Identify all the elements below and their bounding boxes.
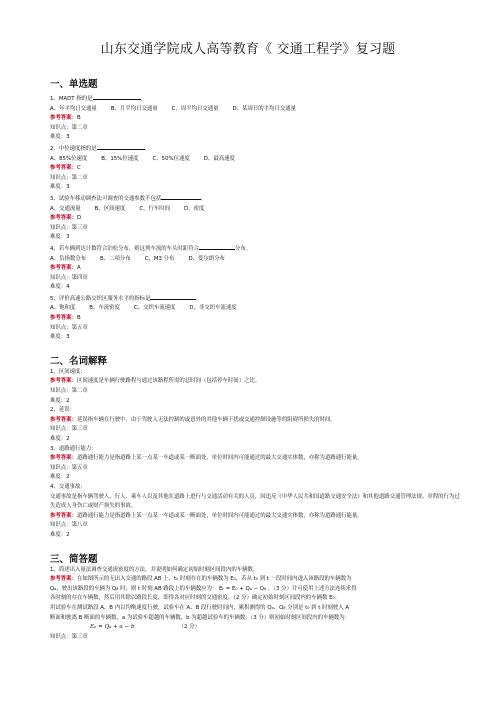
question-5-knowledge: 知识点：第五章 xyxy=(50,324,88,331)
section-heading-terms: 二、名词解释 xyxy=(50,355,108,367)
blank-line xyxy=(97,143,145,150)
question-4-options: A、负指数分布 B、二项分布 C、M3 分布 D、爱尔朗分布 xyxy=(50,255,225,262)
question-4-difficulty: 难度：4 xyxy=(50,284,70,291)
short-answer-1-line-4: 用试验车在测试路段 A、B 内以均衡速度行驶，试验车在 A、B 段行驶时间内，累积测得的 Qₐ、Qᵦ 分别是 t₀ 到 t 时刻驶入 A xyxy=(50,604,350,611)
term-3-answer: 参考答案：道路通行能力是指道路上某一点某一车道或某一断面处，单位时间内可能通过的最大交通实体数，亦称为道路通行能量。 xyxy=(50,455,363,462)
question-1-options: A、年平均日交通量 B、月平均日交通量 C、周平均日交通量 D、某周日的平均日交通量 xyxy=(50,105,296,112)
blank-line xyxy=(199,243,235,250)
question-1-difficulty: 难度：3 xyxy=(50,134,70,141)
question-4-answer: 参考答案：A xyxy=(50,265,81,272)
question-2-difficulty: 难度：3 xyxy=(50,184,70,191)
short-answer-1-knowledge: 知识点：第三章 xyxy=(50,633,88,640)
term-3: 3、道路通行能力： xyxy=(50,445,97,452)
question-5-difficulty: 难度：3 xyxy=(50,334,70,341)
term-4: 4、交通事故： xyxy=(50,483,86,490)
question-1: 1、MADT 指的是 。 xyxy=(50,93,460,105)
term-4-answer: 参考答案：道路通行能力是指道路上某一点某一车道或某一断面处，单位时间内可能通过的最大交通实体数，亦称为道路通行能量。 xyxy=(50,512,363,519)
formula-score: （2 分） xyxy=(178,624,200,631)
short-answer-1-line-1: 参考答案：在如图所示的无出入交通的路段 AB 上，t₀ 时刻存在的车辆数为 E₀，若从 t₀ 到 t 一段时间内进入该路段的车辆数为 xyxy=(50,576,352,583)
document-body xyxy=(50,93,460,642)
question-2-options: A、85%位速度 B、15%位速度 C、50%位速度 D、最高速度 xyxy=(50,155,235,162)
term-2-knowledge: 知识点：第三章 xyxy=(50,426,88,433)
term-3-knowledge: 知识点：第五章 xyxy=(50,464,88,471)
formula: E₀ = Qᵦ + a − b xyxy=(90,624,135,631)
question-3-answer: 参考答案：D xyxy=(50,215,82,222)
question-2: 2、中位速度指的是 。 xyxy=(50,143,460,155)
section-heading-single-choice: 一、单选题 xyxy=(50,79,98,90)
question-3-difficulty: 难度：3 xyxy=(50,234,70,241)
question-3-knowledge: 知识点：第三章 xyxy=(50,224,88,231)
short-answer-1: 1、简述出入量法调查交通流密度的方法，并说明如何确定初始时刻区间段内的车辆数。 xyxy=(50,566,259,573)
term-2-difficulty: 难度：2 xyxy=(50,436,70,442)
question-2-knowledge: 知识点：第二章 xyxy=(50,174,88,181)
question-5-answer: 参考答案：B xyxy=(50,315,81,322)
term-1-answer: 参考答案：区间速度是车辆行驶路程与通过该路程所需的总时间（包括停车时间）之比。 xyxy=(50,378,261,385)
question-2-answer: 参考答案：C xyxy=(50,165,81,172)
term-1-difficulty: 难度：2 xyxy=(50,397,70,404)
blank-line xyxy=(150,293,196,300)
question-1-answer: 参考答案：B xyxy=(50,115,81,122)
term-1-knowledge: 知识点：第二章 xyxy=(50,388,88,395)
term-1: 1、区间速度： xyxy=(50,368,86,375)
term-4-definition: 交通事故是指车辆驾驶人、行人、乘车人以及其他在道路上进行与交通活动有关的人员，因违反《中华人民共和国道路交通安全法》和其他道路交通管理法规、章程的行为过失造成人身伤亡或财产损失的事故。 xyxy=(50,493,460,510)
question-3-options: A、交通流量 B、区间速度 C、行车时间 D、密度 xyxy=(50,205,205,212)
term-2: 2、延误： xyxy=(50,407,75,414)
short-answer-1-line-3: 各时刻的存在车辆数，然后用其除以路段长度，即得各对应时刻的交通密度。（2 分）确定初始时刻区间段内的车辆数 E₀： xyxy=(50,595,341,602)
short-answer-1-line-2: Qₐ，驶出该路段的车辆为 Qᵦ 时，则 t 时刻 AB 路段上的车辆数应为： Eₜ = E₀ + Qₐ − Qᵦ 。（3 分）并可使用上述方法连续求得 xyxy=(50,585,357,592)
term-4-knowledge: 知识点：第八章 xyxy=(50,522,88,529)
question-4: 4、若车辆到达计数符合泊松分布，则这列车流的车头时距符合 分布。 xyxy=(50,243,460,255)
term-4-difficulty: 难度：2 xyxy=(50,531,70,538)
question-3: 3、试验车移动调查法可调查的交通参数不包括 。 xyxy=(50,193,460,205)
blank-line xyxy=(161,193,201,200)
question-5-options: A、饱和度 B、车流密度 C、交织车流速度 D、非交织车流速度 xyxy=(50,305,237,312)
blank-line xyxy=(93,93,141,100)
short-answer-1-formula-row xyxy=(50,623,460,633)
term-3-difficulty: 难度：2 xyxy=(50,474,70,481)
section-heading-short-answer: 三、简答题 xyxy=(50,553,98,565)
page-title: 山东交通学院成人高等教育《 交通工程学》复习题 xyxy=(100,42,396,57)
short-answer-1-line-5: 断面和驶离 B 断面的车辆数，a 为试验车超越的车辆数，b 为超越试验车的车辆数。（3 分）则初始时刻区间段内的车辆数为： xyxy=(50,614,351,621)
question-5: 5、评价高速公路交织区服务水平的指标是 。 xyxy=(50,293,460,305)
term-2-answer: 参考答案：延误指车辆在行驶中，由于驾驶人无法控制的或意外的其他车辆干扰或交通控制设施等的阻碍所损失的时间。 xyxy=(50,416,336,423)
question-4-knowledge: 知识点：第四章 xyxy=(50,274,88,281)
question-1-knowledge: 知识点：第二章 xyxy=(50,124,88,131)
